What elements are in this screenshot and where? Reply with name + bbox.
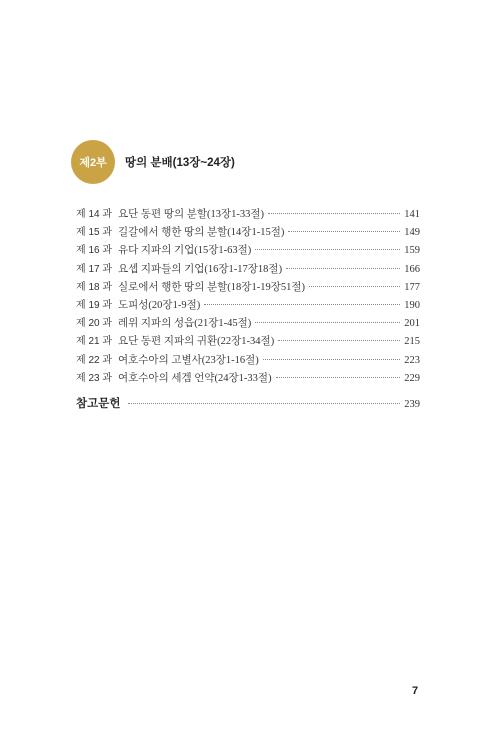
page-number: 149 xyxy=(404,227,420,239)
dot-leader xyxy=(309,286,400,287)
dot-leader xyxy=(128,403,400,404)
part-badge: 제2부 xyxy=(71,140,115,184)
chapter-title: 여호수아의 세겜 언약(24장1-33절) xyxy=(118,372,272,384)
toc-entry[interactable] xyxy=(76,241,420,259)
chapter-title: 요단 동편 지파의 귀환(22장1-34절) xyxy=(118,336,275,348)
chapter-number: 제 22 과 xyxy=(76,354,112,366)
chapter-number: 제 17 과 xyxy=(76,263,112,275)
chapter-title: 도피성(20장1-9절) xyxy=(118,299,201,311)
toc-entry[interactable] xyxy=(76,296,420,314)
chapter-title: 여호수아의 고별사(23장1-16절) xyxy=(118,354,259,366)
chapter-number: 제 19 과 xyxy=(76,299,112,311)
toc-entry[interactable] xyxy=(76,278,420,296)
page-number: 239 xyxy=(404,399,420,410)
page-number: 201 xyxy=(404,318,420,330)
toc-entry[interactable] xyxy=(76,205,420,223)
toc-entry[interactable] xyxy=(76,260,420,278)
dot-leader xyxy=(268,213,400,214)
toc-entry[interactable] xyxy=(76,351,420,369)
dot-leader xyxy=(278,340,400,341)
page-number: 141 xyxy=(404,209,420,220)
dot-leader xyxy=(255,322,400,323)
chapter-number: 제 14 과 xyxy=(76,209,112,220)
toc-entry[interactable] xyxy=(76,332,420,350)
table-of-contents xyxy=(76,205,420,387)
page-number: 229 xyxy=(404,372,420,384)
part-header xyxy=(71,140,235,184)
chapter-number: 제 23 과 xyxy=(76,372,112,384)
chapter-title: 요단 동편 땅의 분할(13장1-33절) xyxy=(118,209,265,220)
chapter-title: 레위 지파의 성읍(21장1-45절) xyxy=(118,318,252,330)
chapter-number: 제 16 과 xyxy=(76,245,112,257)
dot-leader xyxy=(263,359,400,360)
chapter-title: 유다 지파의 기업(15장1-63절) xyxy=(118,245,252,257)
chapter-number: 제 21 과 xyxy=(76,336,112,348)
dot-leader xyxy=(276,377,401,378)
chapter-title: 실로에서 행한 땅의 분할(18장1-19장51절) xyxy=(118,281,305,293)
part-title: 땅의 분배(13장~24장) xyxy=(125,157,235,169)
references-label: 참고문헌 xyxy=(76,398,121,410)
page-number: 159 xyxy=(404,245,420,257)
dot-leader xyxy=(288,231,400,232)
toc-entry[interactable] xyxy=(76,314,420,332)
folio: 7 xyxy=(412,685,419,697)
page-number: 166 xyxy=(404,263,420,275)
toc-entry[interactable] xyxy=(76,223,420,241)
dot-leader xyxy=(255,249,400,250)
page-number: 215 xyxy=(404,336,420,348)
page-number: 190 xyxy=(404,299,420,311)
chapter-number: 제 18 과 xyxy=(76,281,112,293)
chapter-title: 길갈에서 행한 땅의 분할(14장1-15절) xyxy=(118,227,285,239)
page-number: 223 xyxy=(404,354,420,366)
dot-leader xyxy=(286,268,400,269)
chapter-number: 제 20 과 xyxy=(76,318,112,330)
toc-entry[interactable] xyxy=(76,369,420,387)
page-number: 177 xyxy=(404,281,420,293)
chapter-title: 요셉 지파들의 기업(16장1-17장18절) xyxy=(118,263,283,275)
references-entry[interactable] xyxy=(76,395,420,411)
chapter-number: 제 15 과 xyxy=(76,227,112,239)
dot-leader xyxy=(204,304,400,305)
